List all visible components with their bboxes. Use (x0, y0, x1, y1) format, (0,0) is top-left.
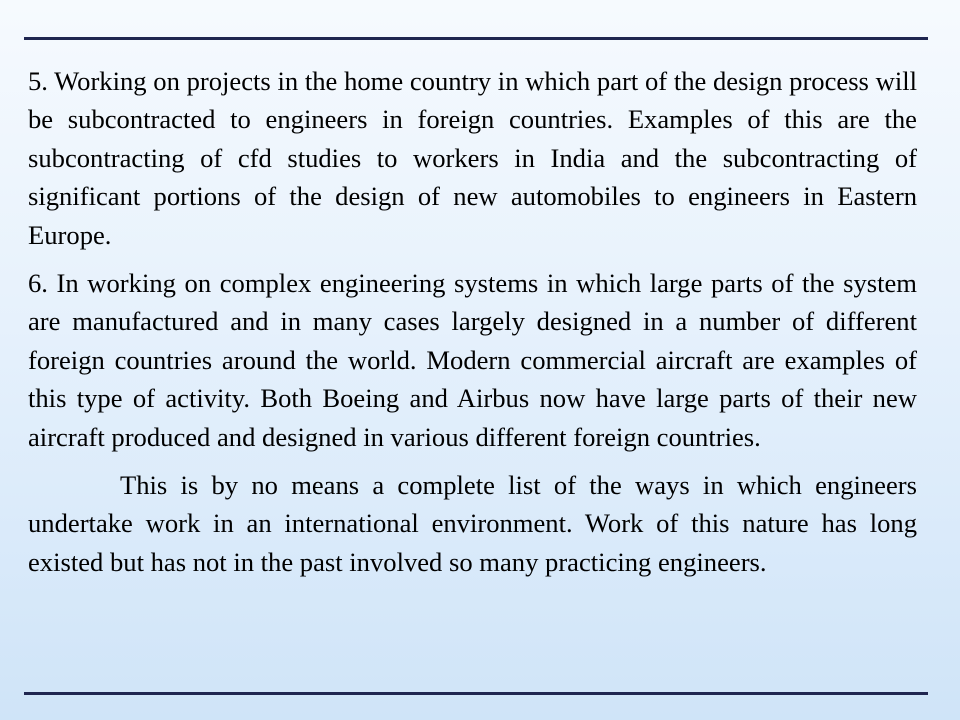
bottom-divider (24, 692, 928, 695)
slide-body (28, 62, 917, 581)
paragraph-item-5: 5. Working on projects in the home country in which part of the design process will be subcontracted to engineers in foreign countries. Examples of this are the subcontracting of cfd studies to workers in India and the subcontracting of significant portions of the design of new automobiles to engineers in Eastern Europe. (28, 66, 917, 250)
paragraph-conclusion: This is by no means a complete list of the ways in which engineers undertake work in an international environment. Work of this nature has long existed but has not in the past involved so many practicing engineers. (28, 470, 917, 577)
top-divider (24, 37, 928, 40)
paragraph-item-6: 6. In working on complex engineering systems in which large parts of the system are manufactured and in many cases largely designed in a number of different foreign countries around the world. Modern commercial aircraft are examples of this type of activity. Both Boeing and Airbus now have large parts of their new aircraft produced and designed in various different foreign countries. (28, 268, 917, 452)
